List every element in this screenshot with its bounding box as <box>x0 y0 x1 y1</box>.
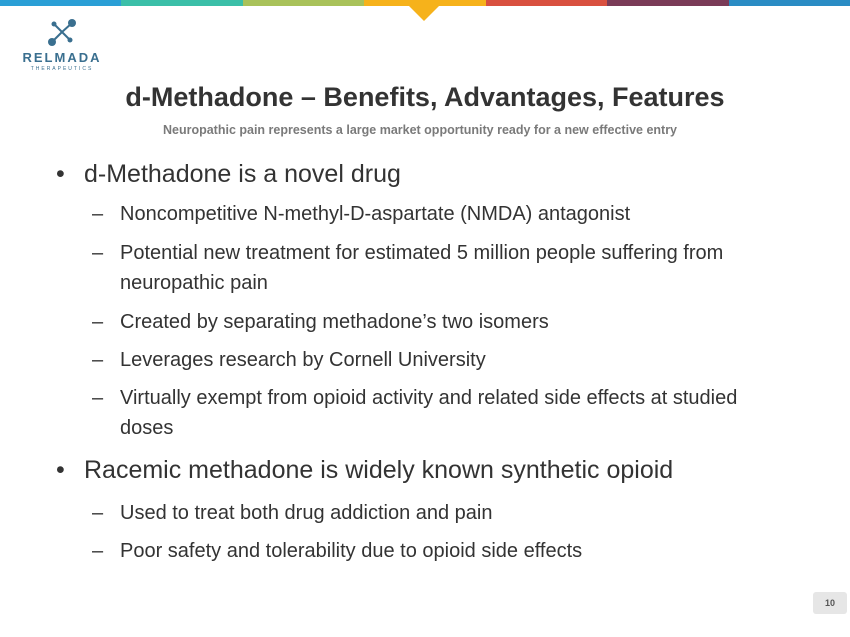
page-number: 10 <box>813 592 847 614</box>
sub-bullet-text: Used to treat both drug addiction and pain <box>120 502 493 524</box>
dash-glyph: – <box>92 203 104 225</box>
sub-bullet-text: Created by separating methadone’s two isomers <box>120 311 549 333</box>
dash-glyph: – <box>92 540 104 562</box>
dash-glyph: – <box>92 311 104 333</box>
color-bar-segment <box>486 0 607 6</box>
sub-bullet-text: Potential new treatment for estimated 5 million people suffering from neuropathic pain <box>120 242 724 294</box>
slide-subtitle: Neuropathic pain represents a large market opportunity ready for a new effective entry <box>162 123 678 137</box>
logo-tagline: THERAPEUTICS <box>30 66 94 72</box>
bullet-text: d-Methadone is a novel drug <box>84 160 401 188</box>
sub-bullet-text: Noncompetitive N-methyl-D-aspartate (NMDA) antagonist <box>120 203 631 225</box>
color-bar-segment <box>0 0 121 6</box>
color-bar-segment <box>121 0 242 6</box>
sub-bullet-text: Leverages research by Cornell University <box>120 349 486 371</box>
color-bar-segment <box>243 0 364 6</box>
top-notch-marker <box>409 6 439 21</box>
bullet-glyph: • <box>56 456 65 484</box>
slide-title: d-Methadone – Benefits, Advantages, Features <box>125 82 725 112</box>
dash-glyph: – <box>92 502 104 524</box>
dash-glyph: – <box>92 242 104 264</box>
sub-bullet-text: Virtually exempt from opioid activity and related side effects at studied doses <box>120 387 738 439</box>
molecule-icon <box>46 18 78 48</box>
bullet-text: Racemic methadone is widely known synthetic opioid <box>84 456 674 484</box>
dash-glyph: – <box>92 387 104 409</box>
dash-glyph: – <box>92 349 104 371</box>
color-bar-segment <box>729 0 850 6</box>
color-bar-segment <box>607 0 728 6</box>
company-logo <box>20 18 104 72</box>
sub-bullet-text: Poor safety and tolerability due to opioid side effects <box>120 540 583 562</box>
logo-name: RELMADA <box>22 50 102 65</box>
bullet-glyph: • <box>56 160 65 188</box>
